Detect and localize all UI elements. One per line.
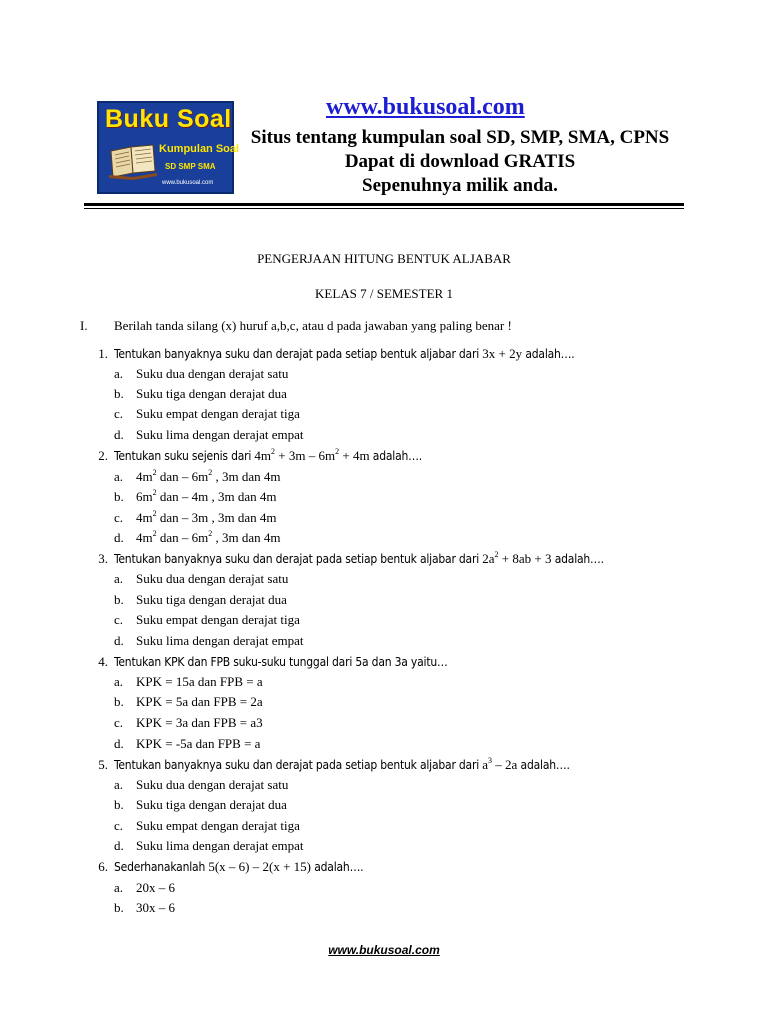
header-ownership-note: Sepenuhnya milik anda. [362, 175, 558, 196]
site-url-link[interactable]: www.bukusoal.com [326, 94, 525, 120]
question-number: 3. [98, 551, 108, 566]
question-text: Tentukan suku sejenis dari $4m^2 + 3m - 6m^2 + 4m$ adalah…. [114, 447, 422, 463]
question-number: 2. [98, 448, 108, 463]
header-download-note: Dapat di download GRATIS [344, 151, 576, 172]
document-title: PENGERJAAN HITUNG BENTUK ALJABAR [257, 251, 511, 266]
question-number: 5. [98, 757, 108, 772]
question-text: Tentukan banyaknya suku dan derajat pada setiap bentuk aljabar dari 3x + 2y adalah…. [114, 346, 575, 361]
question-text: Tentukan KPK dan FPB suku-suku tunggal dari 5a dan 3a yaitu… [114, 655, 448, 669]
question-number: 4. [98, 654, 108, 669]
footer-url-link[interactable]: www.bukusoal.com [328, 943, 440, 957]
logo-levels: SD SMP SMA [165, 162, 216, 171]
header-tagline: Situs tentang kumpulan soal SD, SMP, SMA, CPNS [250, 127, 670, 148]
question-text: Sederhanakanlah 5(x – 6) – 2(x + 15) adalah…. [114, 859, 364, 874]
logo-subtitle: Kumpulan Soal [159, 143, 240, 155]
logo-url: www.bukusoal.com [162, 180, 214, 186]
header-divider-thin [84, 208, 684, 209]
section-instruction: Berilah tanda silang (x) huruf a,b,c, atau d pada jawaban yang paling benar ! [114, 318, 512, 333]
header-divider [84, 203, 684, 206]
question-text: Tentukan banyaknya suku dan derajat pada setiap bentuk aljabar dari $a^3 - 2a$ adalah…. [114, 756, 570, 772]
open-book-icon [107, 139, 159, 181]
buku-soal-logo [97, 101, 240, 194]
question-text: Tentukan banyaknya suku dan derajat pada setiap bentuk aljabar dari $2a^2 + 8ab + 3$ adalah…. [114, 550, 604, 566]
section-number: I. [80, 318, 88, 333]
document-subtitle: KELAS 7 / SEMESTER 1 [315, 286, 453, 301]
question-number: 6. [98, 859, 108, 874]
question-number: 1. [98, 346, 108, 361]
logo-title: Buku Soal [105, 105, 232, 133]
